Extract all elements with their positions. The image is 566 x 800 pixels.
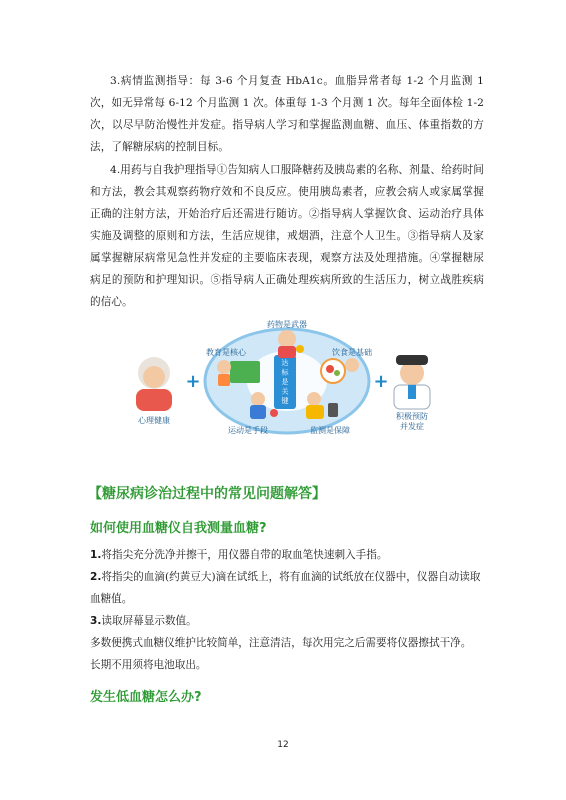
step-2	[90, 566, 484, 610]
section-title: 【糖尿病诊治过程中的常见问题解答】	[88, 486, 326, 502]
figure-illustration	[90, 319, 484, 439]
label-medicine: 药物是武器	[267, 320, 307, 329]
center-label-char: 达	[281, 359, 289, 367]
label-monitoring: 监测是保障	[310, 426, 350, 435]
battery-note: 长期不用须将电池取出。	[90, 659, 207, 671]
step-number: 2.	[90, 571, 102, 583]
center-label-char: 是	[281, 378, 289, 386]
page-number: 12	[277, 740, 289, 750]
label-prevention-1: 积极预防	[396, 412, 428, 421]
step-3	[90, 610, 484, 632]
plus-icon-right: +	[373, 371, 389, 392]
doctor-icon	[394, 355, 430, 409]
step-number: 1.	[90, 549, 102, 561]
paragraph-medication: 4.用药与自我护理指导①告知病人口服降糖药及胰岛素的名称、剂量、给药时间和方法，教会其观察药物疗效和不良反应。使用胰岛素者，应教会病人或家属掌握正确的注射方法，开始治疗后还需进行随访。②指导病人掌握饮食、运动治疗具体实施及调整的原则和方法，生活应规律，戒烟酒，注意个人卫生。③指导病人及家属掌握糖尿病常见急性并发症的主要临床表现，观察方法及处理措施。④掌握糖尿病足的预防和护理知识。⑤指导病人正确处理疾病所致的生活压力，树立战胜疾病的信心。	[90, 164, 484, 308]
label-diet: 饮食是基础	[332, 348, 372, 357]
step-1	[90, 544, 484, 566]
elderly-woman-icon	[136, 357, 172, 411]
label-exercise: 运动是手段	[228, 426, 268, 435]
diabetes-care-figure	[90, 319, 484, 439]
center-label-char: 键	[281, 397, 289, 405]
center-label-char: 关	[281, 387, 289, 396]
step-number: 3.	[90, 615, 102, 627]
center-label-char: 标	[281, 368, 289, 377]
education-icon	[217, 360, 260, 386]
step-text: 将指尖充分洗净并擦干，用仪器自带的取血笔快速刺入手指。	[101, 549, 388, 561]
paragraph-monitoring: 3.病情监测指导：每 3-6 个月复查 HbA1c。血脂异常者每 1-2 个月监测 1 次，如无异常每 6-12 个月监测 1 次。体重每 1-3 个月测 1 次。每年全面体检 1-2 次，以尽早防治慢性并发症。指导病人学习和掌握监测血糖、血压、体重指数的方法，了解糖尿病的控制目标。	[90, 75, 484, 153]
plus-icon-left: +	[185, 371, 201, 392]
label-prevention-2: 并发症	[400, 422, 424, 431]
center-label	[282, 358, 290, 405]
page-content	[90, 70, 484, 713]
label-education: 教育是核心	[206, 348, 246, 357]
label-psychology: 心理健康	[138, 416, 170, 425]
step-text: 读取屏幕显示数值。	[101, 615, 197, 627]
step-text: 将指尖的血滴(约黄豆大)滴在试纸上，将有血滴的试纸放在仪器中，仪器自动读取血糖值。	[90, 571, 481, 605]
question-title-glucose-meter: 如何使用血糖仪自我测量血糖?	[90, 521, 267, 536]
maintenance-note: 多数便携式血糖仪维护比较简单，注意清洁，每次用完之后需要将仪器擦拭干净。	[90, 637, 472, 649]
question-title-hypoglycemia: 发生低血糖怎么办?	[90, 690, 202, 705]
